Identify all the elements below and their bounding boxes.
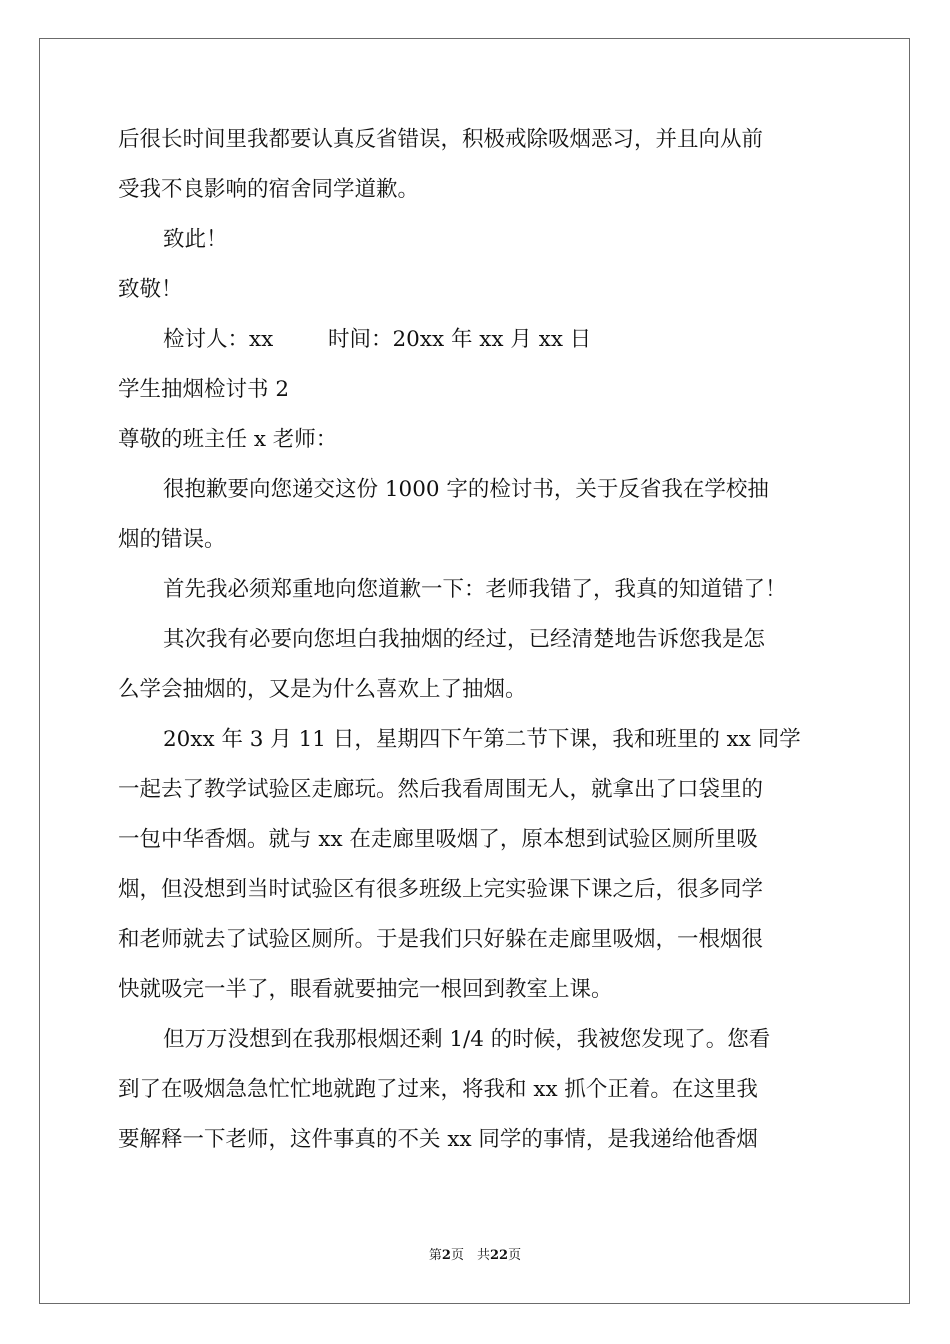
closing-zhici: 致此！ [163,227,228,252]
paragraph-line: 后很长时间里我都要认真反省错误，积极戒除吸烟恶习，并且向从前 [118,127,764,152]
paragraph-line: 一包中华香烟。就与 xx 在走廊里吸烟了，原本想到试验区厕所里吸 [118,827,758,852]
paragraph-line: 要解释一下老师，这件事真的不关 xx 同学的事情，是我递给他香烟 [118,1127,758,1152]
paragraph-line: 烟的错误。 [118,527,226,552]
paragraph-line: 其次我有必要向您坦白我抽烟的经过，已经清楚地告诉您我是怎 [163,627,766,652]
footer-page-total: 22 [489,1248,509,1263]
signature-line [118,328,838,352]
paragraph-line: 和老师就去了试验区厕所。于是我们只好躲在走廊里吸烟，一根烟很 [118,927,764,952]
footer-page-current: 2 [441,1248,451,1263]
paragraph-line: 20xx 年 3 月 11 日，星期四下午第二节下课，我和班里的 xx 同学 [163,727,801,752]
footer-page-prefix: 第 [428,1248,442,1263]
paragraph-line: 首先我必须郑重地向您道歉一下：老师我错了，我真的知道错了！ [163,577,787,602]
footer-page-mid: 页 共 [450,1248,490,1263]
signature-time: 时间：20xx 年 xx 月 xx 日 [328,327,592,352]
section-title: 学生抽烟检讨书 2 [118,377,290,402]
salutation: 尊敬的班主任 x 老师： [118,427,338,452]
paragraph-line: 受我不良影响的宿舍同学道歉。 [118,177,420,202]
closing-zhijing: 致敬！ [118,277,183,302]
paragraph-line: 快就吸完一半了，眼看就要抽完一根回到教室上课。 [118,977,613,1002]
footer-page-suffix: 页 [508,1248,522,1263]
paragraph-line: 烟，但没想到当时试验区有很多班级上完实验课下课之后，很多同学 [118,877,764,902]
paragraph-line: 么学会抽烟的，又是为什么喜欢上了抽烟。 [118,677,527,702]
signature-name: 检讨人：xx [163,327,274,352]
document-body [118,128,838,1178]
page-footer [0,1248,950,1264]
paragraph-line: 一起去了教学试验区走廊玩。然后我看周围无人，就拿出了口袋里的 [118,777,764,802]
paragraph-line: 很抱歉要向您递交这份 1000 字的检讨书，关于反省我在学校抽 [163,477,769,502]
paragraph-line: 但万万没想到在我那根烟还剩 1/4 的时候，我被您发现了。您看 [163,1027,771,1052]
paragraph-line: 到了在吸烟急急忙忙地就跑了过来，将我和 xx 抓个正着。在这里我 [118,1077,758,1102]
